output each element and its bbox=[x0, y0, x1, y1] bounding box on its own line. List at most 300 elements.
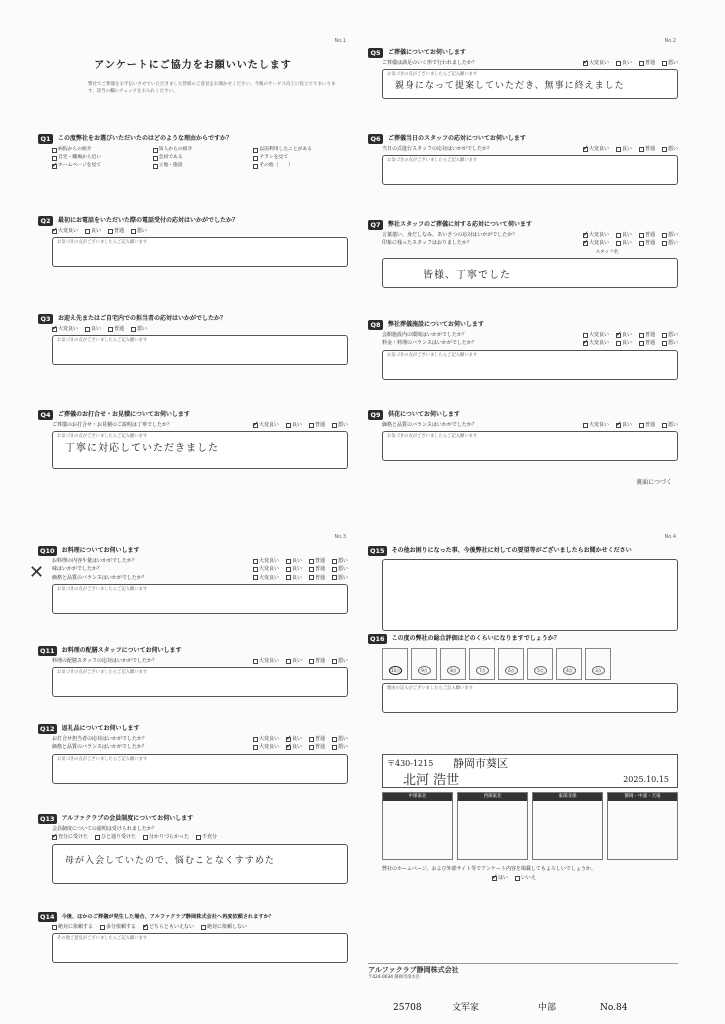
checkbox[interactable] bbox=[253, 745, 258, 750]
comment-placeholder: お気づきの点がございましたらご記入願います bbox=[57, 240, 148, 246]
option-label: 大変良い bbox=[58, 326, 79, 333]
company-footer bbox=[368, 963, 678, 980]
option-label: 良い bbox=[621, 332, 632, 339]
option-label: 良い bbox=[291, 422, 302, 429]
question-number: Q13 bbox=[40, 815, 55, 823]
checkbox[interactable] bbox=[131, 327, 136, 332]
question-title: 弊社葬儀施設についてお伺いします bbox=[388, 321, 484, 329]
comment-box[interactable] bbox=[52, 335, 348, 365]
checkbox[interactable] bbox=[153, 164, 158, 169]
question-number: Q8 bbox=[368, 320, 383, 330]
checkbox[interactable] bbox=[309, 559, 314, 564]
question-title: ご葬儀のお打合せ・お見積についてお伺いします bbox=[58, 411, 190, 419]
checkbox[interactable] bbox=[253, 423, 258, 428]
option-label: 大変良い bbox=[588, 232, 609, 239]
checkbox[interactable] bbox=[332, 423, 337, 428]
option-label: 大変良い bbox=[588, 146, 609, 153]
option-label: 普通 bbox=[314, 422, 325, 429]
handwritten-family-name: 文军家 bbox=[452, 1003, 480, 1013]
checkbox[interactable] bbox=[583, 241, 588, 246]
company-address: 〒424-0034 静岡市清水区 bbox=[368, 974, 421, 980]
checkbox[interactable] bbox=[52, 148, 57, 153]
checkbox[interactable] bbox=[286, 659, 291, 664]
question-number: Q10 bbox=[40, 547, 55, 555]
option-label: 良い bbox=[621, 422, 632, 429]
option-label: 悪い bbox=[667, 340, 678, 347]
rating-option[interactable] bbox=[556, 648, 582, 680]
checkbox[interactable] bbox=[662, 333, 667, 338]
option-label: 多分依頼する bbox=[106, 924, 137, 931]
page-1 bbox=[38, 38, 348, 486]
option-label: 普通 bbox=[314, 658, 325, 665]
question-number: Q12 bbox=[40, 725, 55, 733]
question-title: アルファクラブの会員制度についてお伺いします bbox=[61, 815, 194, 823]
question-number: Q16 bbox=[370, 635, 385, 643]
option-label: 大変良い bbox=[588, 332, 609, 339]
option-label: 良い bbox=[621, 146, 632, 153]
question-q4 bbox=[38, 410, 348, 469]
checkbox[interactable] bbox=[253, 559, 258, 564]
checkbox[interactable] bbox=[143, 835, 148, 840]
checkbox[interactable] bbox=[639, 341, 644, 346]
rating-option[interactable] bbox=[469, 648, 495, 680]
comment-box[interactable] bbox=[52, 237, 348, 267]
handwritten-x-mark: ✕ bbox=[29, 562, 45, 583]
option-label: 悪い bbox=[337, 736, 348, 743]
row-label: 言葉遣い、身だしなみ、あいさつの応対はいかがでしたか？ bbox=[382, 232, 518, 239]
row-label: 味はいかがでしたか？ bbox=[52, 566, 103, 573]
response-date: 2025.10.15 bbox=[623, 775, 669, 784]
question-title: その他お困りになった事、今後弊社に対しての要望等がございましたらお聞かせください bbox=[391, 547, 632, 555]
checkbox[interactable] bbox=[286, 737, 291, 742]
question-q14 bbox=[38, 912, 348, 963]
checkbox[interactable] bbox=[332, 737, 337, 742]
checkbox[interactable] bbox=[309, 737, 314, 742]
option-label: 良い bbox=[91, 228, 102, 235]
checkbox[interactable] bbox=[662, 233, 667, 238]
choice-label: チラシを見て bbox=[259, 155, 289, 161]
rating-value: 10点 bbox=[390, 668, 401, 674]
option-label: 悪い bbox=[667, 60, 678, 67]
comment-placeholder: お気づきの点がございましたらご記入願います bbox=[387, 158, 478, 164]
question-q10 bbox=[38, 546, 348, 614]
choice-list bbox=[52, 147, 348, 169]
checkbox[interactable] bbox=[332, 575, 337, 580]
question-number: Q11 bbox=[40, 647, 55, 655]
address-text: 静岡市葵区 bbox=[453, 757, 508, 770]
rating-value: 6点 bbox=[505, 666, 518, 675]
checkbox[interactable] bbox=[85, 229, 90, 234]
option-label: 良い bbox=[291, 744, 302, 751]
handwritten-region: 中部 bbox=[538, 1003, 557, 1013]
rating-option[interactable] bbox=[411, 648, 437, 680]
comment-box[interactable] bbox=[382, 69, 678, 99]
rating-value: 3点 bbox=[592, 666, 605, 675]
question-title: この度弊社をお選びいただいたのはどのような理由からですか？ bbox=[58, 135, 232, 143]
checkbox[interactable] bbox=[662, 341, 667, 346]
choice-label: その他（ ） bbox=[259, 163, 293, 169]
question-q6 bbox=[368, 134, 678, 185]
comment-box[interactable] bbox=[52, 431, 348, 469]
question-q7 bbox=[368, 220, 678, 288]
option-label: 良い bbox=[291, 574, 302, 581]
option-label: 大変良い bbox=[258, 558, 279, 565]
option-label: 充分に受けた bbox=[58, 834, 89, 841]
checkbox[interactable] bbox=[286, 559, 291, 564]
checkbox[interactable] bbox=[201, 925, 206, 930]
option-label: 大変良い bbox=[588, 340, 609, 347]
row-label: 印象に残ったスタッフはおりましたか？ bbox=[382, 240, 473, 247]
checkbox[interactable] bbox=[253, 575, 258, 580]
question-q3 bbox=[38, 314, 348, 365]
handwritten-id: 25708 bbox=[393, 1003, 422, 1013]
comment-placeholder: 理由の記入がございましたらご記入願います bbox=[387, 686, 473, 692]
choice-label: 自宅・職場から近い bbox=[58, 155, 102, 161]
question-title: ご葬儀についてお伺いします bbox=[388, 49, 466, 57]
row-label: ご葬儀は満足のいく形で行われましたか？ bbox=[382, 60, 478, 67]
rating-option[interactable] bbox=[527, 648, 553, 680]
checkbox[interactable] bbox=[52, 835, 57, 840]
checkbox[interactable] bbox=[253, 156, 258, 161]
option-label: 普通 bbox=[644, 232, 655, 239]
option-label: 普通 bbox=[314, 566, 325, 573]
question-number: Q6 bbox=[368, 134, 383, 144]
checkbox[interactable] bbox=[143, 925, 148, 930]
checkbox[interactable] bbox=[153, 148, 158, 153]
handwritten-comment: 母が入会していたので、悩むことなくすすめた bbox=[65, 855, 275, 866]
option-label: どちらともいえない bbox=[149, 924, 195, 931]
option-label: 普通 bbox=[644, 60, 655, 67]
comment-box[interactable] bbox=[382, 350, 678, 380]
checkbox[interactable] bbox=[662, 147, 667, 152]
checkbox[interactable] bbox=[253, 567, 258, 572]
option-label: 普通 bbox=[114, 228, 125, 235]
checkbox[interactable] bbox=[131, 229, 136, 234]
handwritten-comment: 皆様、丁寧でした bbox=[423, 270, 511, 282]
option-label: 普通 bbox=[314, 736, 325, 743]
comment-box[interactable] bbox=[52, 933, 348, 963]
option-label: 良い bbox=[91, 326, 102, 333]
option-label: 絶対に依頼する bbox=[58, 924, 94, 931]
checkbox[interactable] bbox=[52, 327, 57, 332]
option-label: 普通 bbox=[644, 340, 655, 347]
rating-option[interactable] bbox=[585, 648, 611, 680]
option-label: いいえ bbox=[521, 874, 537, 881]
checkbox[interactable] bbox=[253, 737, 258, 742]
checkbox[interactable] bbox=[583, 61, 588, 66]
checkbox[interactable] bbox=[309, 575, 314, 580]
option-label: 悪い bbox=[337, 744, 348, 751]
choice-label: 立地・施設 bbox=[158, 163, 183, 169]
checkbox[interactable] bbox=[583, 147, 588, 152]
question-title: この度の弊社の総合評価はどのくらいになりますでしょうか？ bbox=[391, 635, 560, 643]
row-label: お打合せ担当者の応対はいかがでしたか？ bbox=[52, 736, 148, 743]
option-label: 大変良い bbox=[58, 228, 79, 235]
question-title: 今後、ほかのご葬儀が発生した場合、アルファクラブ静岡株式会社へ再度依頼されますか？ bbox=[61, 913, 274, 920]
option-label: 普通 bbox=[114, 326, 125, 333]
option-label: 大変良い bbox=[258, 658, 279, 665]
checkbox[interactable] bbox=[639, 423, 644, 428]
checkbox[interactable] bbox=[492, 876, 497, 881]
question-title: 返礼品についてお伺いします bbox=[61, 725, 140, 733]
question-q9 bbox=[368, 410, 678, 461]
choice-label: ホームページを見て bbox=[58, 163, 102, 169]
checkbox[interactable] bbox=[662, 61, 667, 66]
option-label: 分かりづらかった bbox=[149, 834, 190, 841]
option-label: 普通 bbox=[644, 240, 655, 247]
comment-box[interactable] bbox=[382, 683, 678, 713]
area-checklist bbox=[382, 792, 678, 860]
checkbox[interactable] bbox=[639, 241, 644, 246]
question-title: 弊社スタッフのご葬儀に対する応対について伺います bbox=[388, 221, 532, 229]
checkbox[interactable] bbox=[639, 233, 644, 238]
question-q15 bbox=[368, 546, 678, 631]
zip-code: 〒430-1215 bbox=[387, 759, 434, 768]
question-number: Q3 bbox=[38, 314, 53, 324]
checkbox[interactable] bbox=[153, 156, 158, 161]
choice-label: 以前利用したことがある bbox=[259, 147, 313, 153]
option-label: 普通 bbox=[314, 558, 325, 565]
checkbox[interactable] bbox=[639, 61, 644, 66]
option-label: 良い bbox=[621, 232, 632, 239]
checkbox[interactable] bbox=[286, 745, 291, 750]
question-q16 bbox=[368, 634, 678, 713]
option-label: 大変良い bbox=[588, 60, 609, 67]
option-label: 悪い bbox=[337, 422, 348, 429]
checkbox[interactable] bbox=[583, 233, 588, 238]
question-q2 bbox=[38, 216, 348, 267]
option-label: 悪い bbox=[667, 422, 678, 429]
page-number: No.1 bbox=[334, 38, 346, 44]
page-number: No.3 bbox=[334, 534, 346, 540]
option-label: 悪い bbox=[337, 574, 348, 581]
comment-placeholder: お気づきの点がございましたらご記入願います bbox=[57, 756, 148, 762]
page-number: No.2 bbox=[664, 38, 676, 44]
option-label: 大変良い bbox=[588, 240, 609, 247]
checkbox[interactable] bbox=[616, 423, 621, 428]
checkbox[interactable] bbox=[616, 241, 621, 246]
question-number: Q4 bbox=[38, 410, 53, 420]
question-number: Q5 bbox=[368, 48, 383, 58]
page-number: No.4 bbox=[664, 534, 676, 540]
consent-question: 弊社のホームページ、および外部サイト等でアンケート内容を掲載してもよろしいでしょうか。 bbox=[382, 865, 596, 872]
comment-box[interactable] bbox=[52, 584, 348, 614]
option-label: 悪い bbox=[667, 146, 678, 153]
checkbox[interactable] bbox=[662, 423, 667, 428]
question-number: Q14 bbox=[40, 913, 55, 921]
row-label: 料理の配膳スタッフの応対はいかがでしたか？ bbox=[52, 658, 158, 665]
rating-value: 8点 bbox=[447, 666, 460, 675]
option-label: 大変良い bbox=[258, 422, 279, 429]
option-label: 良い bbox=[291, 658, 302, 665]
checkbox[interactable] bbox=[639, 147, 644, 152]
checkbox[interactable] bbox=[616, 333, 621, 338]
checkbox[interactable] bbox=[52, 925, 57, 930]
rating-value: 5点 bbox=[534, 666, 547, 675]
question-title: お料理の配膳スタッフについてお伺いします bbox=[61, 647, 182, 655]
question-q11 bbox=[38, 646, 348, 697]
rating-value: 9点 bbox=[418, 666, 431, 675]
checkbox[interactable] bbox=[95, 835, 100, 840]
option-label: 悪い bbox=[337, 566, 348, 573]
address-box[interactable] bbox=[382, 754, 678, 788]
question-number: Q2 bbox=[38, 216, 53, 226]
handwritten-number: No.84 bbox=[600, 1003, 628, 1013]
checkbox[interactable] bbox=[52, 229, 57, 234]
choice-label: 病院からの紹介 bbox=[58, 147, 92, 153]
checkbox[interactable] bbox=[286, 423, 291, 428]
checkbox[interactable] bbox=[332, 559, 337, 564]
comment-box[interactable] bbox=[382, 155, 678, 185]
row-label: 料金・料理のバランスはいかがでしたか？ bbox=[382, 340, 477, 347]
page-4 bbox=[368, 534, 678, 994]
option-label: 悪い bbox=[667, 232, 678, 239]
rating-option[interactable] bbox=[382, 648, 408, 680]
option-label: 普通 bbox=[644, 422, 655, 429]
row-label: 当日の式進行スタッフの応対はいかがでしたか？ bbox=[382, 146, 493, 153]
checkbox[interactable] bbox=[309, 659, 314, 664]
option-label: 良い bbox=[291, 566, 302, 573]
question-q12 bbox=[38, 724, 348, 784]
checkbox[interactable] bbox=[662, 241, 667, 246]
area-header: 東部北部 bbox=[533, 793, 602, 801]
survey-title: アンケートにご協力をお願いいたします bbox=[94, 60, 292, 71]
checkbox[interactable] bbox=[52, 164, 57, 169]
option-label: はい bbox=[498, 874, 509, 881]
comment-box[interactable] bbox=[382, 258, 678, 288]
checkbox[interactable] bbox=[583, 341, 588, 346]
checkbox[interactable] bbox=[515, 876, 520, 881]
comment-placeholder: お気づきの点がございましたらご記入願います bbox=[57, 586, 148, 592]
row-label: 会館施設内の環境はいかがでしたか？ bbox=[382, 332, 468, 339]
option-label: 悪い bbox=[667, 240, 678, 247]
option-label: 悪い bbox=[337, 658, 348, 665]
question-q13 bbox=[38, 814, 348, 884]
checkbox[interactable] bbox=[286, 567, 291, 572]
checkbox[interactable] bbox=[309, 745, 314, 750]
row-label: 会員制度についての説明は受けられましたか？ bbox=[52, 826, 157, 833]
row-label: お料理の内容や量はいかがでしたか？ bbox=[52, 558, 138, 565]
checkbox[interactable] bbox=[253, 659, 258, 664]
option-label: 良い bbox=[621, 240, 632, 247]
option-label: 良い bbox=[621, 60, 632, 67]
checkbox[interactable] bbox=[196, 835, 201, 840]
comment-box[interactable] bbox=[52, 844, 348, 884]
checkbox[interactable] bbox=[309, 567, 314, 572]
checkbox[interactable] bbox=[616, 341, 621, 346]
option-label: 悪い bbox=[667, 332, 678, 339]
checkbox[interactable] bbox=[332, 745, 337, 750]
rating-option[interactable] bbox=[498, 648, 524, 680]
question-title: お料理についてお伺いします bbox=[61, 547, 140, 555]
comment-box[interactable] bbox=[382, 431, 678, 461]
option-label: 悪い bbox=[337, 558, 348, 565]
area-header: 西部東北 bbox=[458, 793, 527, 801]
comment-placeholder: お気づきの点がございましたらご記入願います bbox=[57, 670, 148, 676]
checkbox[interactable] bbox=[639, 333, 644, 338]
option-label: 普通 bbox=[314, 744, 325, 751]
comment-placeholder: お気づきの点がございましたらご記入願います bbox=[57, 338, 148, 344]
question-number: Q7 bbox=[368, 220, 383, 230]
question-q5 bbox=[368, 48, 678, 99]
rating-scale bbox=[382, 648, 678, 680]
checkbox[interactable] bbox=[100, 925, 105, 930]
address-section bbox=[368, 750, 678, 881]
checkbox[interactable] bbox=[583, 423, 588, 428]
question-number: Q1 bbox=[38, 134, 53, 144]
handwritten-comment: 親身になって提案していただき、無事に終えました bbox=[395, 81, 625, 92]
comment-placeholder: お気づきの点がございましたらご記入願います bbox=[387, 72, 478, 78]
question-q1 bbox=[38, 134, 348, 169]
checkbox[interactable] bbox=[85, 327, 90, 332]
comment-placeholder: お気づきの点がございましたらご記入願います bbox=[387, 434, 478, 440]
comment-box[interactable] bbox=[52, 667, 348, 697]
checkbox[interactable] bbox=[286, 575, 291, 580]
rating-value: 7点 bbox=[476, 666, 489, 675]
checkbox[interactable] bbox=[108, 229, 113, 234]
respondent-name: 北河 浩世 bbox=[403, 773, 460, 788]
comment-box[interactable] bbox=[52, 754, 348, 784]
checkbox[interactable] bbox=[616, 61, 621, 66]
comment-placeholder: お気づきの点がございましたらご記入願います bbox=[57, 434, 148, 440]
option-label: ひと通り受けた bbox=[101, 834, 137, 841]
question-title: 供花についてお伺いします bbox=[388, 411, 460, 419]
option-label: 大変良い bbox=[258, 736, 279, 743]
question-number: Q15 bbox=[370, 547, 385, 555]
publish-consent bbox=[382, 866, 678, 882]
option-label: 悪い bbox=[137, 326, 148, 333]
option-label: 普通 bbox=[644, 332, 655, 339]
option-label: 大変良い bbox=[258, 574, 279, 581]
rating-option[interactable] bbox=[440, 648, 466, 680]
option-label: 大変良い bbox=[258, 566, 279, 573]
row-label: 価格と品質のバランスはいかがでしたか？ bbox=[382, 422, 477, 429]
choice-label: 会員である bbox=[158, 155, 183, 161]
question-title: ご葬儀当日のスタッフの応対についてお伺いします bbox=[388, 135, 526, 143]
checkbox[interactable] bbox=[332, 659, 337, 664]
checkbox[interactable] bbox=[108, 327, 113, 332]
checkbox[interactable] bbox=[253, 164, 258, 169]
company-name: アルファクラブ静岡株式会社 bbox=[368, 965, 459, 974]
question-q8 bbox=[368, 320, 678, 380]
checkbox[interactable] bbox=[616, 233, 621, 238]
rating-value: 4点 bbox=[563, 666, 576, 675]
area-header: 静岡・中遠・天竜 bbox=[608, 793, 677, 801]
row-label: ご葬儀のお打合せ・お見積のご説明は丁寧でしたか？ bbox=[52, 422, 173, 429]
page-3 bbox=[38, 534, 348, 994]
handwritten-comment: 丁寧に対応していただきました bbox=[65, 443, 219, 455]
row-label: 価格と品質のバランスはいかがでしたか？ bbox=[52, 574, 147, 581]
row-label: 価格と品質のバランスはいかがでしたか？ bbox=[52, 744, 147, 751]
option-label: 良い bbox=[291, 736, 302, 743]
option-label: 普通 bbox=[314, 574, 325, 581]
checkbox[interactable] bbox=[309, 423, 314, 428]
checkbox[interactable] bbox=[616, 147, 621, 152]
page-2 bbox=[368, 38, 678, 486]
checkbox[interactable] bbox=[253, 148, 258, 153]
option-label: 不充分 bbox=[202, 834, 218, 841]
survey-intro: 弊社でご葬儀をお手伝いさせていただきました皆様のご意見をお聞かせください。今後のサービス向上に役立ててまいります。該当の欄にチェックをお入れください。 bbox=[88, 81, 336, 94]
checkbox[interactable] bbox=[583, 333, 588, 338]
comment-placeholder: その他ご意見がございましたらご記入願います bbox=[57, 936, 148, 942]
option-label: 大変良い bbox=[588, 422, 609, 429]
option-label: 良い bbox=[621, 340, 632, 347]
question-title: お迎え先またはご自宅内での担当者の応対はいかがでしたか？ bbox=[58, 315, 227, 323]
option-label: 大変良い bbox=[258, 744, 279, 751]
turn-over-note: 裏面につづく bbox=[636, 478, 672, 486]
checkbox[interactable] bbox=[332, 567, 337, 572]
comment-box[interactable] bbox=[382, 559, 678, 631]
